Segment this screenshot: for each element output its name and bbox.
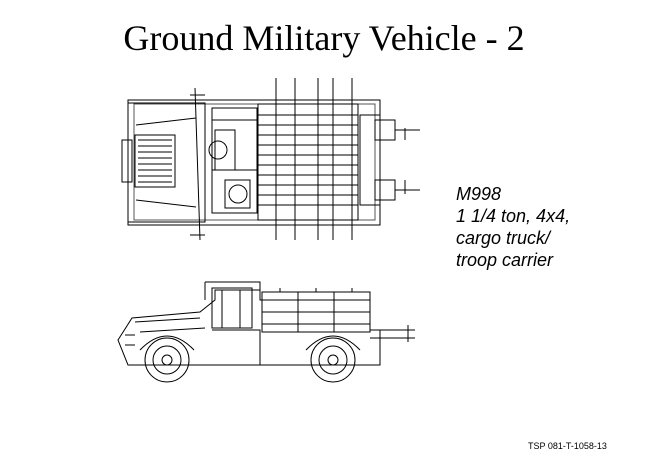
slide-title: Ground Military Vehicle - 2 xyxy=(123,18,525,58)
footer-code: TSP 081-T-1058-13 xyxy=(528,441,607,451)
caption-line: 1 1/4 ton, 4x4, xyxy=(456,206,571,226)
caption-line: cargo truck/ xyxy=(456,228,551,248)
caption-line: M998 xyxy=(456,184,502,204)
caption-line: troop carrier xyxy=(456,250,554,270)
vehicle-caption xyxy=(456,183,570,271)
